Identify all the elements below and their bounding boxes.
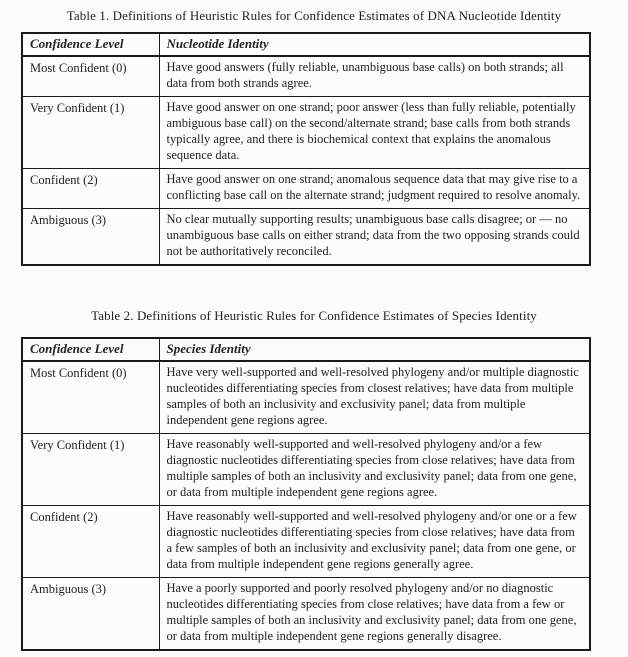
table1-header-confidence-level: Confidence Level <box>22 33 159 56</box>
table1-caption: Table 1. Definitions of Heuristic Rules for Confidence Estimates of DNA Nucleotide Identity <box>66 8 562 23</box>
confidence-level-cell: Confident (2) <box>22 169 159 209</box>
table2-header-species-identity: Species Identity <box>159 338 590 361</box>
definition-cell: Have very well-supported and well-resolved phylogeny and/or multiple diagnostic nucleotides differentiating species from closest relatives; have data from multiple samples of both an inclusivity and exclusivity panel; data from multiple independent gene regions agree. <box>159 361 590 434</box>
confidence-level-cell: Ambiguous (3) <box>22 209 159 266</box>
table2-header-confidence-level: Confidence Level <box>22 338 159 361</box>
definition-cell: Have good answer on one strand; poor answer (less than fully reliable, potentially ambiguous base call) on the second/alternate strand; base calls from both strands typically agree, and there is biochemical context that explains the anomalous sequence data. <box>159 97 590 169</box>
confidence-level-cell: Most Confident (0) <box>22 361 159 434</box>
table1-dna-nucleotide-identity <box>21 32 591 266</box>
definition-cell: Have good answer on one strand; anomalous sequence data that may give rise to a conflicting base call on the alternate strand; judgment required to resolve anomaly. <box>159 169 590 209</box>
confidence-level-cell: Very Confident (1) <box>22 97 159 169</box>
confidence-level-cell: Very Confident (1) <box>22 434 159 506</box>
table-row <box>22 209 590 266</box>
table2-species-identity <box>21 337 591 651</box>
table-row <box>22 169 590 209</box>
definition-cell: Have good answers (fully reliable, unambiguous base calls) on both strands; all data from both strands agree. <box>159 56 590 97</box>
table-row <box>22 56 590 97</box>
table1-header-nucleotide-identity: Nucleotide Identity <box>159 33 590 56</box>
definition-cell: Have a poorly supported and poorly resolved phylogeny and/or no diagnostic nucleotides differentiating species from close relatives; have data from a few or multiple samples of both an inclusivity and exclusivity panel; data from one gene, or data from multiple independent gene regions generally disagree. <box>159 578 590 651</box>
confidence-level-cell: Confident (2) <box>22 506 159 578</box>
definition-cell: Have reasonably well-supported and well-resolved phylogeny and/or one or a few diagnostic nucleotides differentiating species from close relatives; have data from a few samples of both an inclusivity and exclusivity panel; data from one gene, or data from multiple independent gene regions generally agree. <box>159 506 590 578</box>
table-row <box>22 506 590 578</box>
confidence-level-cell: Most Confident (0) <box>22 56 159 97</box>
table-row <box>22 434 590 506</box>
table2-header-row <box>22 338 590 361</box>
table2-caption: Table 2. Definitions of Heuristic Rules for Confidence Estimates of Species Identity <box>91 308 537 323</box>
definition-cell: Have reasonably well-supported and well-resolved phylogeny and/or a few diagnostic nucleotides differentiating species from close relatives; have data from multiple samples of both an inclusivity and exclusivity panel; data from one gene, or data from multiple independent gene regions agree. <box>159 434 590 506</box>
table1-header-row <box>22 33 590 56</box>
table-row <box>22 97 590 169</box>
confidence-level-cell: Ambiguous (3) <box>22 578 159 651</box>
definition-cell: No clear mutually supporting results; unambiguous base calls disagree; or — no unambiguous base calls on either strand; data from the two opposing strands could not be authoritatively reconciled. <box>159 209 590 266</box>
table-row <box>22 361 590 434</box>
table-row <box>22 578 590 651</box>
